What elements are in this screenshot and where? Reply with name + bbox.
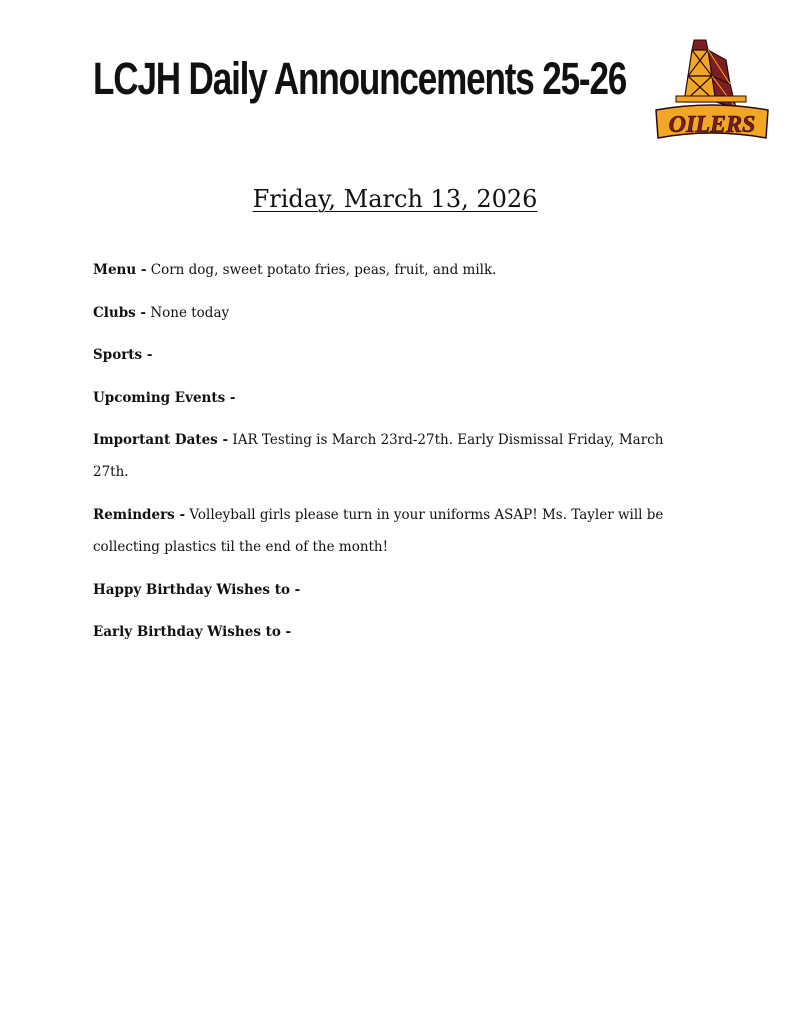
item-label: Menu - (93, 262, 147, 278)
menu-item (93, 254, 703, 286)
date-heading: Friday, March 13, 2026 (252, 185, 538, 213)
early-birthday-item (93, 616, 703, 648)
item-text: IAR Testing is March 23rd-27th. Early Dismissal Friday, March 27th. (93, 432, 664, 481)
important-dates-item (93, 424, 703, 488)
reminders-item (93, 499, 703, 563)
page-title: LCJH Daily Announcements 25-26 (93, 53, 627, 104)
item-label: Sports - (93, 347, 153, 364)
sports-item (93, 339, 703, 371)
item-text: Volleyball girls please turn in your uniforms ASAP! Ms. Tayler will be collecting plastics til the end of the month! (93, 506, 664, 555)
announcements-list (93, 254, 703, 659)
item-label: Important Dates - (93, 432, 229, 449)
item-label: Clubs - (93, 304, 147, 321)
item-label: Reminders - (93, 506, 186, 523)
happy-birthday-item (93, 574, 703, 606)
item-label: Early Birthday Wishes to - (93, 624, 292, 641)
item-text: None today (150, 304, 230, 321)
item-label: Happy Birthday Wishes to - (93, 581, 301, 598)
item-text: Corn dog, sweet potato fries, peas, fruit, and milk. (150, 262, 497, 278)
item-label: Upcoming Events - (93, 389, 236, 406)
logo-lettering: OILERS (668, 112, 756, 138)
clubs-item (93, 297, 703, 329)
upcoming-events-item (93, 382, 703, 414)
oilers-logo (650, 36, 772, 144)
